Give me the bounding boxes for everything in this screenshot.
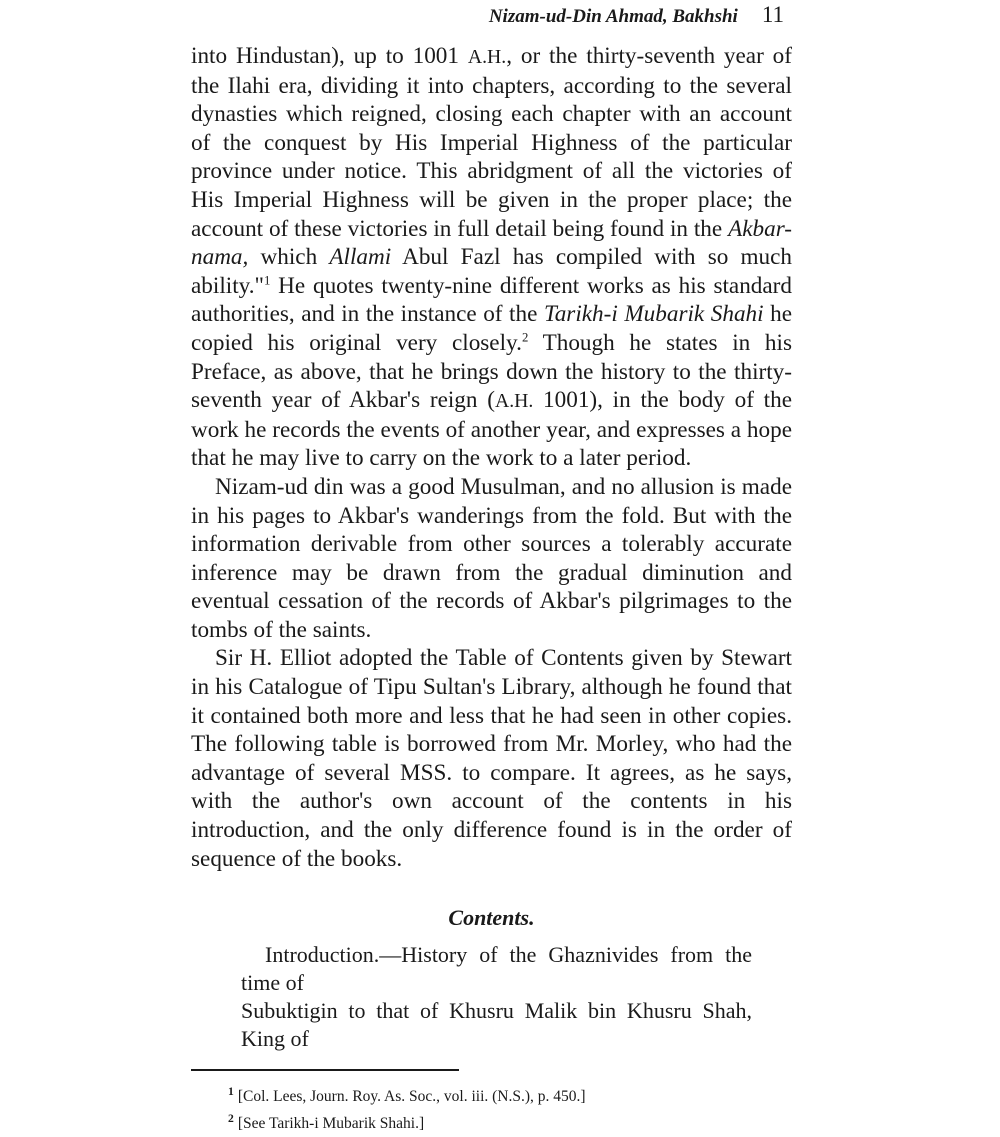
footnote-1 bbox=[228, 1083, 792, 1110]
paragraph-1 bbox=[191, 42, 792, 473]
contents-entry-line: Introduction.—History of the Ghaznivides from the time of bbox=[241, 942, 752, 996]
text-run: 1001), in the body of the work he records the events of another year, and expresses a hope that he may live to carry on the work to a later period. bbox=[191, 387, 793, 472]
text-run: He quotes twenty-nine different works as his standard authorities, and in the instance of the bbox=[191, 272, 792, 328]
footnote-ref-2[interactable]: 2 bbox=[521, 330, 529, 345]
running-head: Nizam-ud-Din Ahmad, Bakhshi bbox=[488, 6, 738, 27]
text-run: Though he states in his Preface, as above, that he brings down the history to the thirty-seventh year of Akbar's reign ( bbox=[191, 329, 792, 414]
contents-heading: Contents. bbox=[448, 905, 535, 931]
text-run: Abul Fazl has compiled with so much ability." bbox=[191, 244, 792, 299]
italic-title: Akbar-nama, bbox=[191, 215, 792, 271]
page bbox=[191, 0, 792, 1137]
era-abbreviation: A.H. bbox=[467, 46, 507, 68]
footnote-text: [See Tarikh-i Mubarik Shahi.] bbox=[237, 1115, 425, 1133]
era-abbreviation: A.H. bbox=[494, 390, 534, 413]
text-run: into Hindustan), up to 1001 bbox=[191, 43, 468, 69]
page-header bbox=[191, 2, 792, 38]
footnotes bbox=[191, 1083, 792, 1137]
footnote-marker: 2 bbox=[228, 1112, 234, 1126]
paragraph-2: Nizam-ud din was a good Musulman, and no allusion is made in his pages to Akbar's wanderings from the fold. But with the information derivable from other sources a tolerably accurate inference may be drawn from the gradual diminution and eventual cessation of the records of Akbar's pilgrimages to the tombs of the saints. bbox=[191, 473, 792, 643]
body-text bbox=[191, 42, 792, 873]
italic-title: Tarikh-i Mubarik Shahi bbox=[543, 301, 764, 328]
paragraph-3: Sir H. Elliot adopted the Table of Contents given by Stewart in his Catalogue of Tipu Sultan's Library, although he found that it contained both more and less that he had seen in other copies. The following table is borrowed from Mr. Morley, who had the advantage of several MSS. to compare. It agrees, as he says, with the author's own account of the contents in his introduction, and the only difference found is in the order of sequence of the books. bbox=[191, 645, 792, 872]
footnote-divider bbox=[191, 1069, 459, 1071]
contents-entry-introduction bbox=[241, 941, 752, 1053]
footnote-marker: 1 bbox=[228, 1085, 234, 1099]
footnote-ref-1[interactable]: 1 bbox=[264, 273, 271, 288]
page-number: 11 bbox=[761, 2, 784, 27]
italic-term: Allami bbox=[329, 244, 392, 271]
contents-entry-line: Subuktigin to that of Khusru Malik bin Khusru Shah, King of bbox=[241, 998, 752, 1052]
text-run: he copied his original very closely. bbox=[191, 301, 793, 356]
text-run: which bbox=[248, 244, 330, 271]
footnote-text: [Col. Lees, Journ. Roy. As. Soc., vol. iii. (N.S.), p. 450.] bbox=[237, 1088, 586, 1106]
text-run: , or the thirty-seventh year of the Ilahi era, dividing it into chapters, according to the several dynasties which reigned, closing each chapter with an account of the conquest by His Imperial Highness of the particular province under notice. This abridgment of all the victories of His Imperial Highness will be given in the proper place; the account of these victories in full detail being found in the bbox=[191, 43, 792, 242]
footnote-2 bbox=[228, 1110, 792, 1137]
